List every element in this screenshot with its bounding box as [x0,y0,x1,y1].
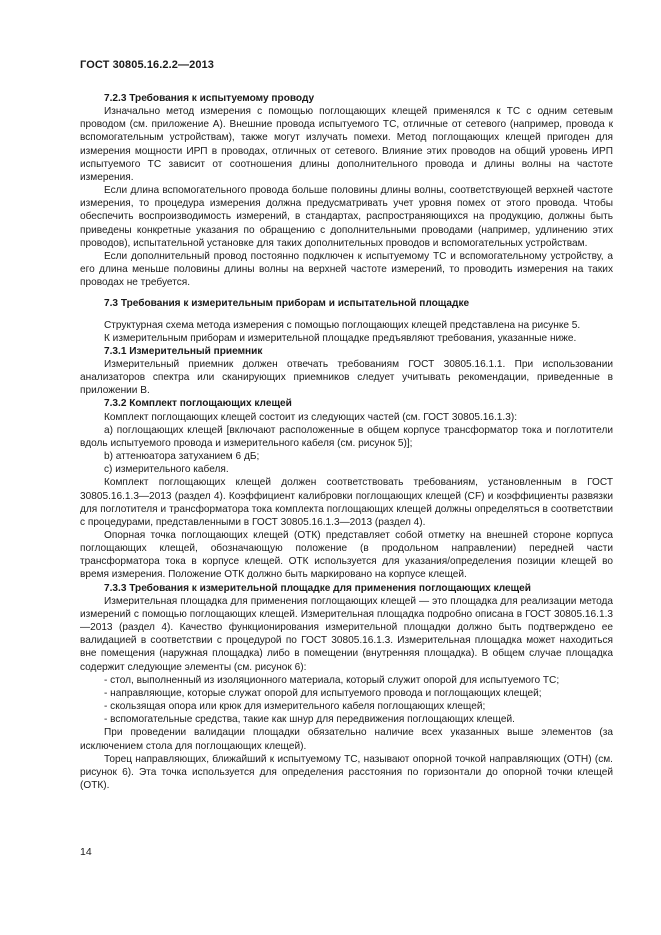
list-item: - скользящая опора или крюк для измерительного кабеля поглощающих клещей; [104,701,486,713]
paragraph: К измерительным приборам и измерительной площадке предъявляют требования, указанные ниже. [104,332,577,344]
list-item: - вспомогательные средства, такие как шнур для передвижения поглощающих клещей. [104,714,515,726]
paragraph: Если дополнительный провод постоянно подключен к испытуемому ТС и вспомогательному устройству, а его длина меньше половины длины волны на верхней частоте измерений, то проводить измерения на таких проводах не требуется. [80,250,613,289]
section-heading-7-2-3: 7.2.3 Требования к испытуемому проводу [104,93,315,104]
list-item: c) измерительного кабеля. [104,464,229,476]
list-item: - стол, выполненный из изоляционного материала, который служит опорой для испытуемого ТС; [104,674,560,686]
section-heading-7-3-2: 7.3.2 Комплект поглощающих клещей [104,398,292,410]
list-item: b) аттенюатора затуханием 6 дБ; [104,451,260,463]
page-number: 14 [80,846,92,858]
section-heading-7-3: 7.3 Требования к измерительным приборам и испытательной площадке [104,298,470,310]
paragraph: Торец направляющих, ближайший к испытуемому ТС, называют опорной точкой направляющих (ОТН) (см. рисунок 6). Эта точка используется для определения расстояния по горизонтали до опорной точки клещей (ОТК). [80,753,613,791]
paragraph: Структурная схема метода измерения с помощью поглощающих клещей представлена на рисунке 5. [104,319,581,331]
list-item: а) поглощающих клещей [включают расположенные в общем корпусе трансформатор тока и поглотители вдоль испытуемого провода и измерительного кабеля (см. рисунок 5)]; [80,424,613,449]
paragraph: Изначально метод измерения с помощью поглощающих клещей применялся к ТС с одним сетевым проводом (см. приложение А). Внешние провода испытуемого ТС, отличные от сетевого (например, провода к вспомогательным устройствам), также могут излучать помехи. Метод поглощающих клещей пригоден для измерения мощности ИРП в проводах, отличных от сетевого. Влияние этих проводов на общий уровень ИРП испытуемого ТС зависит от соотношения длины дополнительного провода и длины волны на частоте измерения. [80,106,613,183]
paragraph: Комплект поглощающих клещей состоит из следующих частей (см. ГОСТ 30805.16.1.3): [104,411,518,423]
section-heading-7-3-3: 7.3.3 Требования к измерительной площадке для применения поглощающих клещей [104,582,532,594]
section-heading-7-3-1: 7.3.1 Измерительный приемник [104,345,263,357]
document-header: ГОСТ 30805.16.2.2—2013 [80,59,214,71]
list-item: - направляющие, которые служат опорой для испытуемого провода и поглощающих клещей; [104,687,542,699]
paragraph: Если длина вспомогательного провода больше половины длины волны, соответствующей верхней частоте измерения, то процедура измерения должна предусматривать учет уровня помех от этого провода. Чтобы обеспечить воспроизводимость измерений, в стандартах, распространяющихся на продукцию, должны быть приведены конкретные указания по обращению с дополнительными проводами (например, удлинению этих проводов), испытательной установке для таких дополнительных проводов и вспомогательных устройствам. [80,185,613,249]
paragraph: Комплект поглощающих клещей должен соответствовать требованиям, установленным в ГОСТ 30805.16.1.3—2013 (раздел 4). Коэффициент калибровки поглощающих клещей (CF) и коэффициенты развязки для поглотителя и трансформатора тока комплекта поглощающих клещей должны определяться в соответствии с процедурами, представленными в ГОСТ 30805.16.1.3—2013 (раздел 4). [80,477,613,528]
paragraph: Опорная точка поглощающих клещей (ОТК) представляет собой отметку на внешней стороне корпуса поглощающих клещей, обозначающую положение (в продольном направлении) передней части трансформатора тока в корпусе клещей. ОТК используется для указания/определения позиции клещей во время измерения. Положение ОТК должно быть маркировано на корпусе клещей. [80,530,613,581]
paragraph: Измерительный приемник должен отвечать требованиям ГОСТ 30805.16.1.1. При использовании анализаторов спектра или сканирующих приемников следует учитывать рекомендации, приведенные в приложении В. [80,358,613,397]
paragraph: При проведении валидации площадки обязательно наличие всех указанных выше элементов (за исключением стола для поглощающих клещей). [80,727,613,752]
paragraph: Измерительная площадка для применения поглощающих клещей — это площадка для реализации метода измерений с помощью поглощающих клещей. Измерительная площадка подробно описана в ГОСТ 30805.16.1.3—2013 (раздел 4). Качество функционирования измерительной площадки должно быть подтверждено ее валидацией в соответствии с процедурой по ГОСТ 30805.16.1.3. Измерительная площадка может находиться вне помещения (наружная площадка) либо в помещении (внутренняя площадка). В общем случае площадка содержит следующие элементы (см. рисунок 6): [80,595,613,673]
document-body [80,92,613,792]
